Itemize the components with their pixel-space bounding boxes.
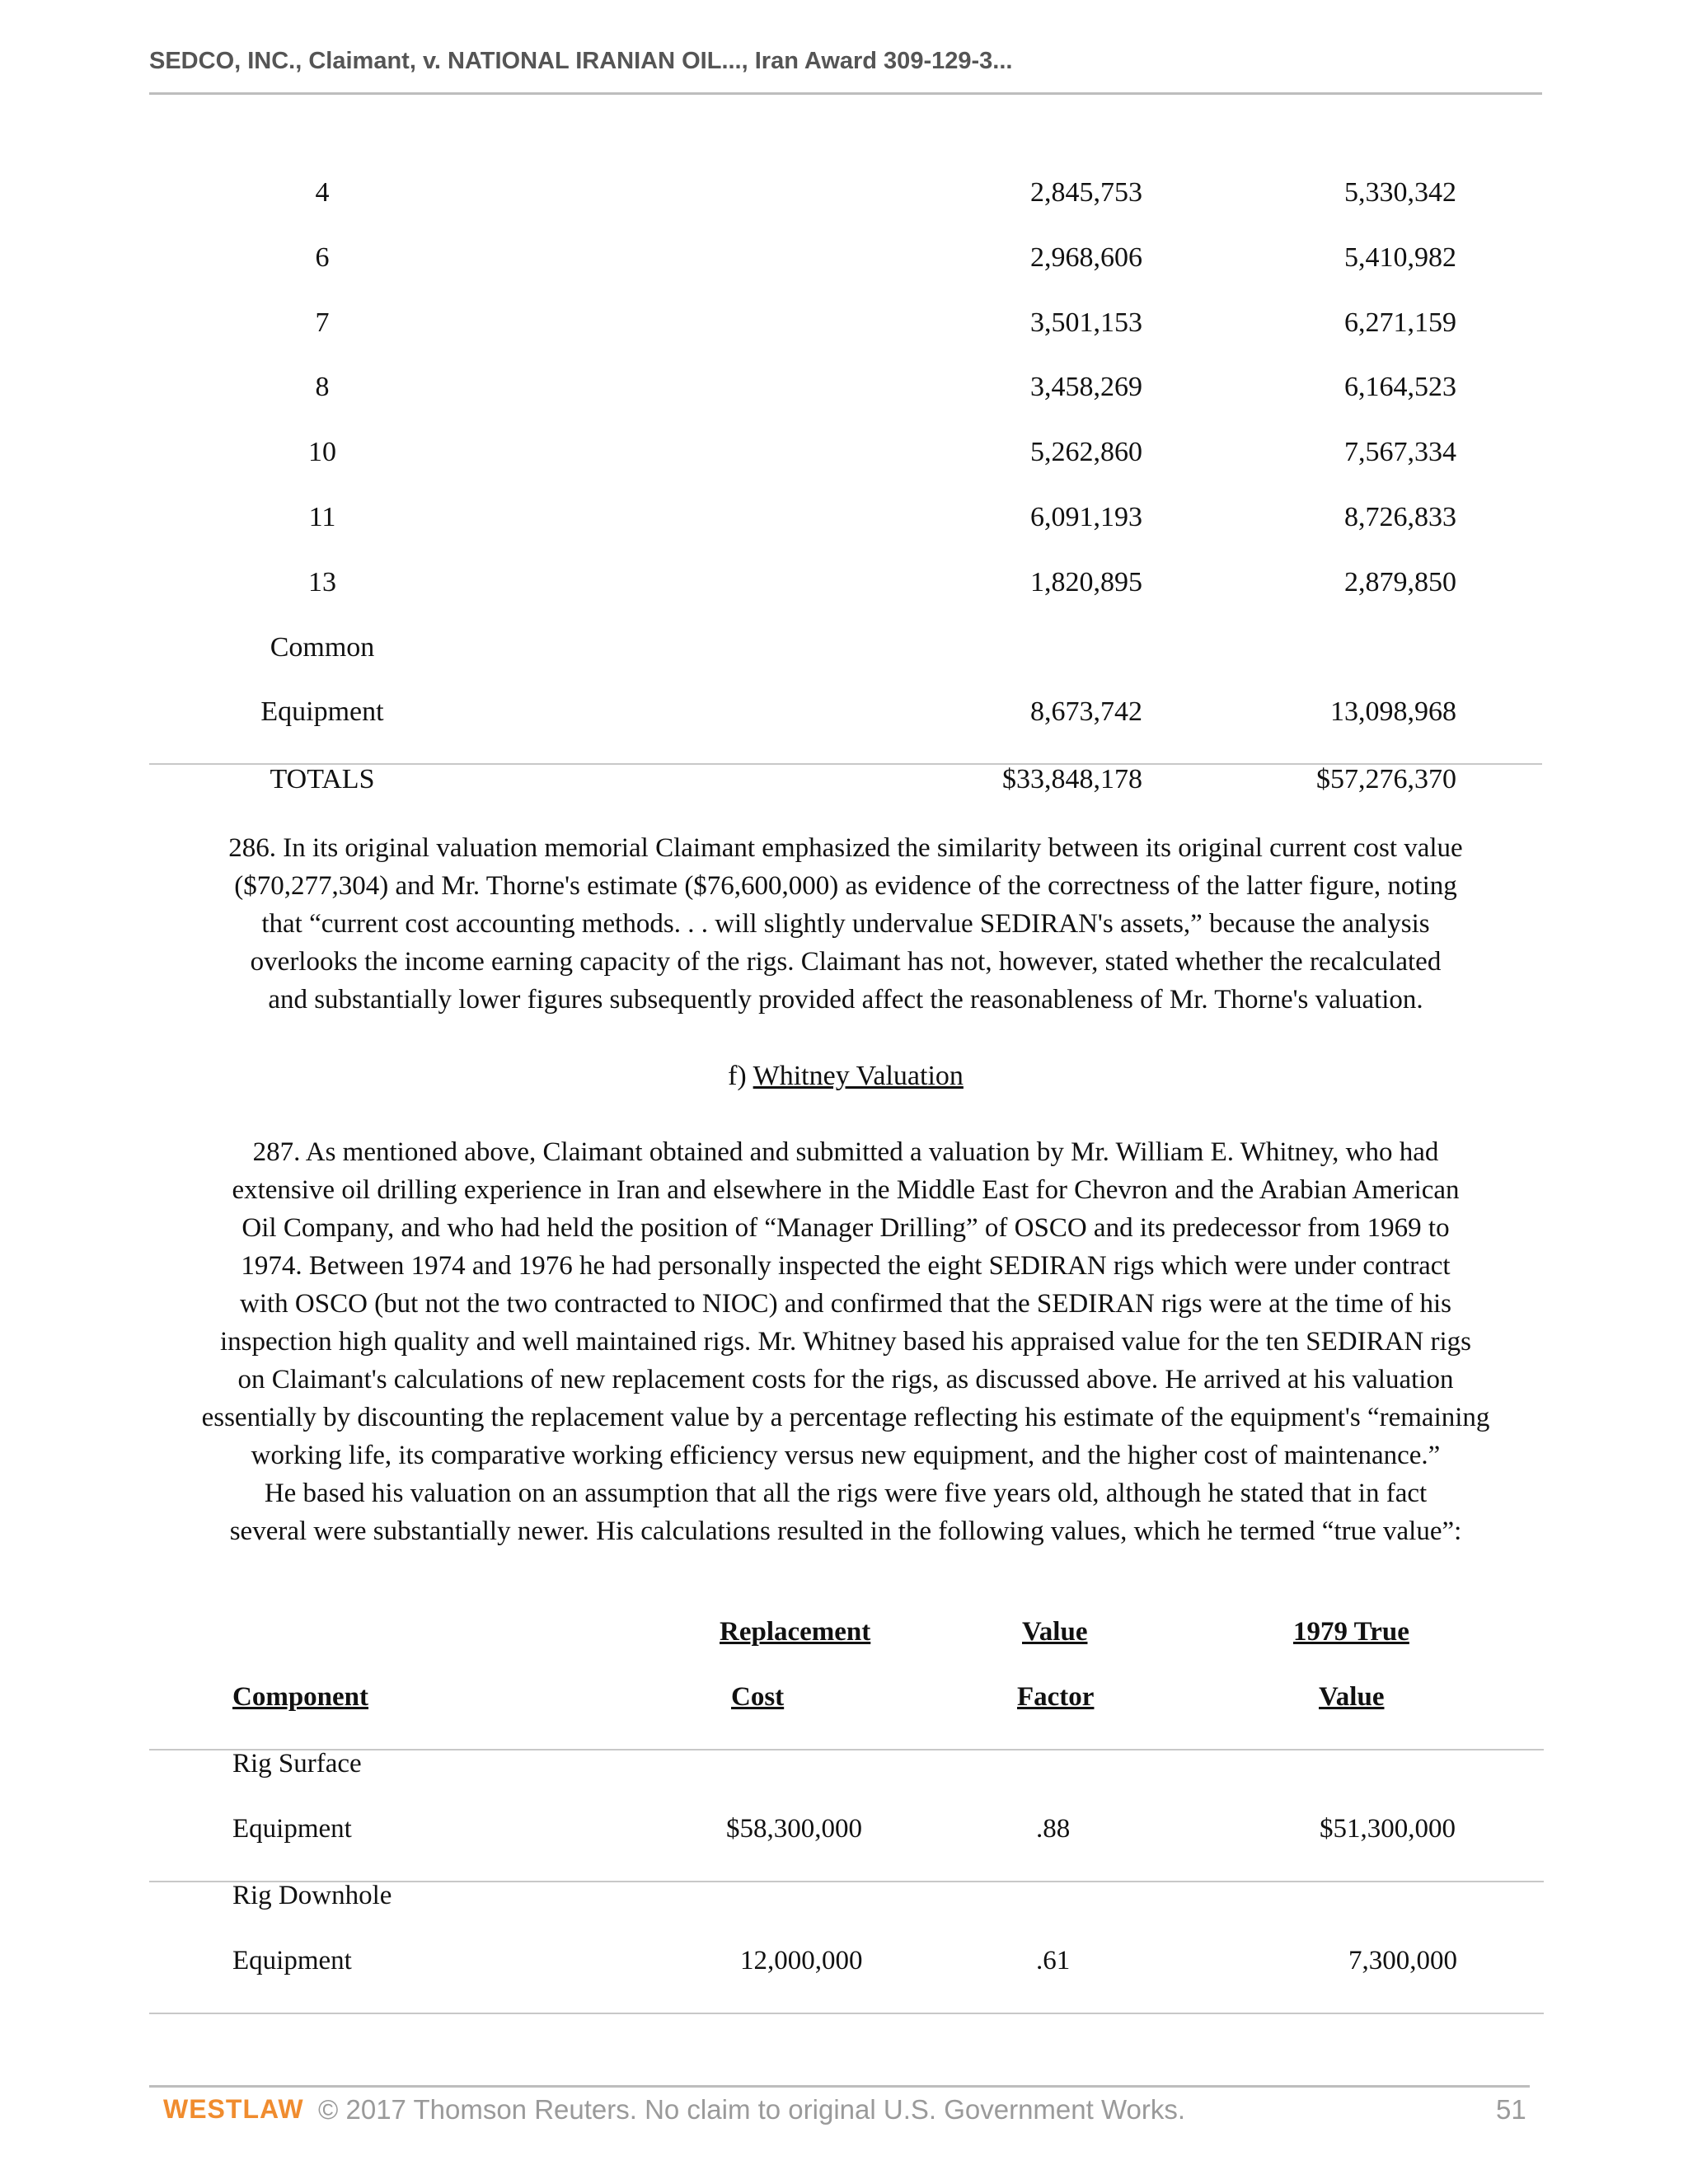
table-cell: 7,300,000 <box>1348 1946 1457 1975</box>
document-header: SEDCO, INC., Claimant, v. NATIONAL IRANIAN OIL..., Iran Award 309-129-3... <box>149 48 1013 74</box>
page-number: 51 <box>1496 2094 1526 2125</box>
header-divider <box>149 92 1542 95</box>
table-cell: Equipment <box>232 1814 352 1844</box>
table-row: 7 3,501,153 6,271,159 <box>315 307 1456 338</box>
paragraph-286: 286. In its original valuation memorial Claimant emphasized the similarity between its original current cost value ($70,277,304) and Mr. Thorne's estimate ($76,600,000) as evidence of the correctness of the latter figure, noting that “current cost accounting methods. . . will slightly undervalue SEDIRAN's assets,” because the analysis overlooks the income earning capacity of the rigs. Claimant has not, however, stated whether the recalculated and substantially lower figures subsequently provided affect the reasonableness of Mr. Thorne's valuation. <box>228 833 1463 1015</box>
paragraph-287: 287. As mentioned above, Claimant obtained and submitted a valuation by Mr. William E. Whitney, who had extensive oil drilling experience in Iran and elsewhere in the Middle East for Chevron and the Arabian American Oil Company, and who had held the position of “Manager Drilling” of OSCO and its predecessor from 1969 to 1974. Between 1974 and 1976 he had personally inspected the eight SEDIRAN rigs which were under contract with OSCO (but not the two contracted to NIOC) and confirmed that the SEDIRAN rigs were at the time of his inspection high quality and well maintained rigs. Mr. Whitney based his appraised value for the ten SEDIRAN rigs on Claimant's calculations of new replacement costs for the rigs, as discussed above. He arrived at his valuation essentially by discounting the replacement value by a percentage reflecting his estimate of the equipment's “remaining working life, its comparative working efficiency versus new equipment, and the higher cost of maintenance.” He based his valuation on an assumption that all the rigs were five years old, although he stated that in fact several were substantially newer. His calculations resulted in the following values, which he termed “true value”: <box>201 1137 1490 1546</box>
table-cell: Rig Surface <box>232 1749 362 1779</box>
table-row: 10 5,262,860 7,567,334 <box>308 437 1456 467</box>
table-row: 4 2,845,753 5,330,342 <box>315 177 1456 208</box>
table-divider <box>149 2013 1544 2014</box>
column-header: Cost <box>731 1682 785 1712</box>
section-heading: f) Whitney Valuation <box>728 1061 964 1091</box>
column-header: Value <box>1022 1617 1088 1647</box>
totals-row: TOTALS $33,848,178 $57,276,370 <box>270 764 1456 794</box>
column-header: Factor <box>1017 1682 1095 1712</box>
table-cell: Equipment <box>232 1946 352 1975</box>
column-header: Component <box>232 1682 369 1712</box>
table-cell: $58,300,000 <box>726 1814 862 1844</box>
table-row: 6 2,968,606 5,410,982 <box>315 242 1456 273</box>
table-cell: $51,300,000 <box>1320 1814 1456 1844</box>
footer-divider <box>149 2085 1530 2088</box>
column-header: 1979 True <box>1293 1617 1409 1647</box>
table-row: Equipment 8,673,742 13,098,968 <box>260 696 1456 727</box>
column-header: Replacement <box>720 1617 871 1647</box>
table-cell: .88 <box>1036 1814 1071 1844</box>
copyright-notice: © 2017 Thomson Reuters. No claim to original U.S. Government Works. <box>318 2094 1186 2125</box>
table-row: 11 6,091,193 8,726,833 <box>308 502 1456 532</box>
westlaw-logo: WESTLAW <box>163 2094 304 2124</box>
table-cell: .61 <box>1036 1946 1071 1975</box>
table-row: 13 1,820,895 2,879,850 <box>308 567 1456 598</box>
table-cell: 12,000,000 <box>740 1946 863 1975</box>
table-row: 8 3,458,269 6,164,523 <box>315 372 1456 402</box>
column-header: Value <box>1319 1682 1385 1712</box>
table-cell: Rig Downhole <box>232 1881 392 1910</box>
table-row: Common <box>270 632 375 663</box>
